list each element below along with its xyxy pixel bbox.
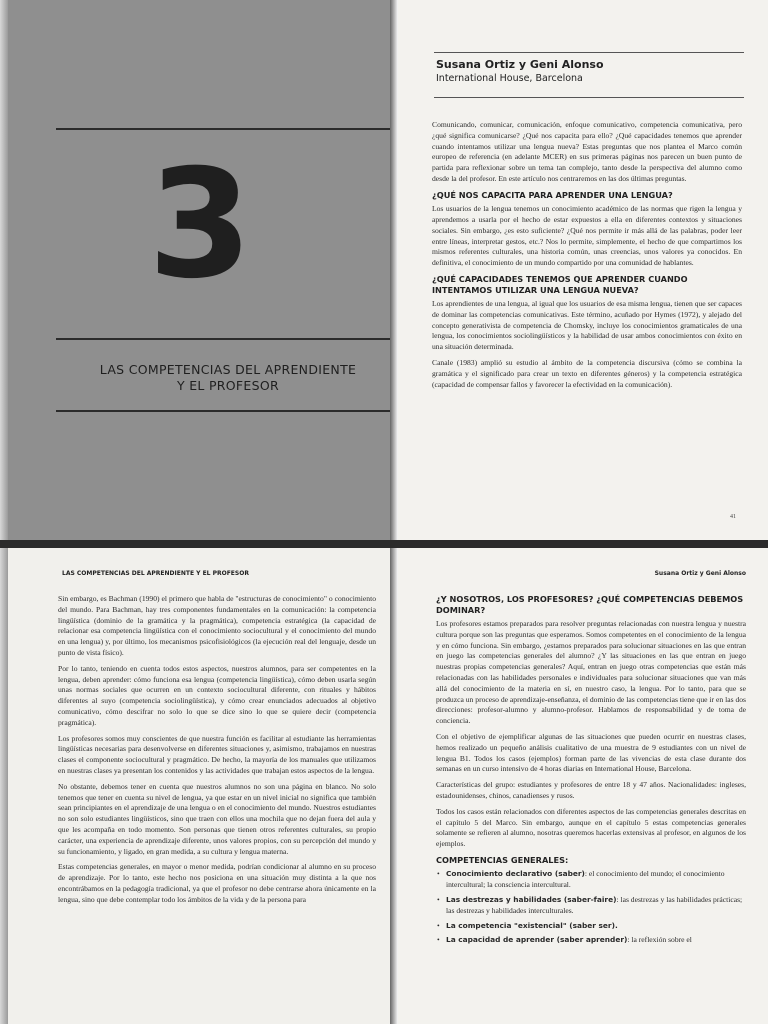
scan-separator <box>0 540 768 548</box>
chapter-title-line2: Y EL PROFESOR <box>177 378 279 393</box>
left-page-column <box>58 594 376 911</box>
book-spine-left <box>0 0 8 1024</box>
left-paragraph-4: No obstante, debemos tener en cuenta que nuestros alumnos no son una página en blanco. No solo tenemos que tener en cuenta su nivel de lengua, ya que estar en un nivel inicial no significa que también sean principiantes en el aprendizaje de una lengua o en el conocimiento del mundo. Nuestros estudiantes no son solo estudiantes lingüísticos, sino que traen con ellos una mochila que no dejan fuera del aula y que les acompaña en todo momento. Son personas que tienen otros referentes culturales, su propio carácter, una experiencia de aprendizaje diferente, unos valores propios, con su percepción del mundo y su funcionamiento, y ligado, en gran medida, a su cultura y lengua materna. <box>58 781 376 856</box>
chapter-number: 3 <box>148 138 253 312</box>
list-item: • Las destrezas y habilidades (saber-faire): las destrezas y las habilidades prácticas; las destrezas y habilidades interculturales. <box>446 895 746 917</box>
section2-paragraph1: Los aprendientes de una lengua, al igual que los usuarios de esa misma lengua, tienen que ser capaces de dominar las competencias comunicativas. Este término, acuñado por Hymes (1972), y alejado del concepto generativista de competencia de Chomsky, incluye los conocimientos gramaticales de una lengua, los conocimientos sociolingüísticos y la habilidad de usar ambos conocimientos con éxito en una situación determinada. <box>432 299 742 352</box>
page-number: 41 <box>730 514 736 520</box>
chapter-opener-page <box>8 0 394 540</box>
author-names: Susana Ortiz y Geni Alonso <box>436 58 604 71</box>
competences-list <box>436 869 746 946</box>
list-item: • La capacidad de aprender (saber aprender): la reflexión sobre el <box>446 935 746 946</box>
article-right-page <box>394 548 768 1024</box>
intro-paragraph: Comunicando, comunicar, comunicación, enfoque comunicativo, competencia comunicativa, pero ¿qué significa comunicarse? ¿Qué nos capacita para ello? ¿Qué capacidades tenemos que aprender cuando intentamos utilizar una lengua nueva? Estas preguntas que nos plantea el Marco común europeo de referencia (en adelante MCER) en sus primeras páginas nos parecen un buen punto de partida para reflexionar sobre un tema tan complejo, tanto desde la perspectiva del alumno como desde la del profesor. En este artículo nos centraremos en las dos últimas preguntas. <box>432 120 742 183</box>
article-body-column <box>432 120 742 395</box>
left-paragraph-5: Estas competencias generales, en mayor o menor medida, podrían condicionar al alumno en su proceso de aprendizaje. Por lo tanto, este hecho nos posiciona en una situación muy distinta a la que nos encontrábamos en la pedagogía tradicional, ya que el profesor no debe centrarse ahora únicamente en la lengua, sino que debe contemplar todo los ámbitos de la vida y de la persona para <box>58 862 376 904</box>
section-heading-2: ¿QUÉ CAPACIDADES TENEMOS QUE APRENDER CUANDO INTENTAMOS UTILIZAR UNA LENGUA NUEVA? <box>432 274 688 295</box>
author-affiliation: International House, Barcelona <box>436 73 583 84</box>
right-paragraph-1: Los profesores estamos preparados para resolver preguntas relacionadas con nuestra lengua y nuestra cultura porque son las preguntas que esperamos. Somos competentes en el conocimiento de la lengua y en cómo funciona. Sin embargo, ¿estamos preparados para solucionar situaciones en las que entran en juego las competencias generales del alumno? ¿Y las situaciones en las que entran en juego nuestras propias competencias generales? Aquí, entran en juego otras competencias que están más relacionadas con las habilidades personales e individuales para solucionar situaciones que van más allá del conocimiento de la materia en sí, en nuestro caso, la lengua. Por lo tanto, para que se produzca un proceso de aprendizaje-enseñanza, el dominio de las competencias tiene que ir en las dos direcciones: profesor-alumno y alumno-profesor. Hablamos de responsabilidad y de toma de conciencia. <box>436 619 746 726</box>
right-paragraph-4: Todos los casos están relacionados con diferentes aspectos de las competencias generales descritas en el capítulo 5 del Marco. Sin embargo, aunque en el capítulo 5 estas competencias generales solamente se refieren al alumno, nosotras queremos hacerlas extensivas al profesor, en algunos de los ejemplos. <box>436 806 746 849</box>
running-head-left: LAS COMPETENCIAS DEL APRENDIENTE Y EL PROFESOR <box>62 570 249 577</box>
bottom-rule <box>56 410 394 412</box>
chapter-title-line1: LAS COMPETENCIAS DEL APRENDIENTE <box>99 362 357 377</box>
left-paragraph-3: Los profesores somos muy conscientes de que nuestra función es facilitar al estudiante las herramientas lingüísticas necesarias para desenvolverse en diferentes situaciones y, asimismo, trabajamos en nuestras clases el componente sociocultural y pragmático. De hecho, la mayoría de los manuales que utilizamos en nuestras clases ya presentan los contenidos y las actividades que trabajan estos aspectos de la lengua. <box>58 733 376 775</box>
section2-paragraph2: Canale (1983) amplió su estudio al ámbito de la competencia discursiva (cómo se combina la gramática y el significado para crear un texto en diferentes géneros) y la competencia estratégica (capacidad de compensar fallos y favorecer la efectividad en la comunicación). <box>432 358 742 389</box>
middle-rule <box>56 338 394 340</box>
author-bottom-rule <box>434 97 744 98</box>
article-first-page <box>394 0 768 540</box>
running-head-right: Susana Ortiz y Geni Alonso <box>654 570 746 577</box>
right-paragraph-3: Características del grupo: estudiantes y profesores de entre 18 y 47 años. Nacionalidades: ingleses, estadounidenses, chinos, canadienses y rusos. <box>436 780 746 800</box>
section1-paragraph: Los usuarios de la lengua tenemos un conocimiento académico de las normas que rigen la lengua y aprendemos a usarla por el hecho de estar expuestos a ella en diferentes contextos y situaciones sociales. Sin embargo, ¿es esto suficiente? ¿Qué nos permite ir más allá de las palabras, poder leer entre líneas, interpretar gestos, etc.? Nos lo permite, simplemente, el hecho de que compartimos los mismos referentes culturales, una historia común, unas creencias, unos valores ya conocidos. En definitiva, el conocimiento de un mundo compartido por una comunidad de hablantes. <box>432 204 742 268</box>
top-rule <box>56 128 394 130</box>
author-top-rule <box>434 52 744 53</box>
section-heading-1: ¿QUÉ NOS CAPACITA PARA APRENDER UNA LENGUA? <box>432 189 673 200</box>
teachers-heading: ¿Y NOSOTROS, LOS PROFESORES? ¿QUÉ COMPETENCIAS DEBEMOS DOMINAR? <box>436 594 744 615</box>
list-item: • La competencia "existencial" (saber ser). <box>446 921 746 932</box>
book-gutter <box>390 0 398 1024</box>
right-paragraph-2: Con el objetivo de ejemplificar algunas de las situaciones que pueden ocurrir en nuestras clases, hemos realizado un pequeño análisis cualitativo de una muestra de 9 estudiantes con un nivel de lengua B1. Todos los casos (ejemplos) forman parte de las vivencias de esta clase durante dos semanas en un curso intensivo de 4 horas diarias en International House, Barcelona. <box>436 731 746 774</box>
right-page-column <box>436 590 746 950</box>
left-paragraph-2: Por lo tanto, teniendo en cuenta todos estos aspectos, nuestros alumnos, para ser competentes en la lengua, deben aprender: cómo funciona esa lengua (competencia lingüística), cómo deben usarla según unas normas sociales que ocurren en un contexto sociocultural diferente, con rituales y hábitos diferentes al suyo (competencia sociolingüística), y cómo crear enunciados adecuados al objetivo comunicativo, cómo descifrar no solo lo que se dice sino lo que se quiere decir (competencia pragmática). <box>58 663 376 727</box>
left-paragraph-1: Sin embargo, es Bachman (1990) el primero que habla de "estructuras de conocimiento" o conocimiento del mundo. Para Bachman, hay tres componentes fundamentales en la comunicación: la competencia lingüística (dominio de la gramática y la pragmática), competencia estratégica (la capacidad de relacionar esa competencia lingüística con el conocimiento sociocultural y el conocimiento del mundo en una lengua) y, por último, los mecanismos psicofisiológicos (la ejecución real del lenguaje, desde un punto de vista físico). <box>58 594 376 657</box>
list-item: • Conocimiento declarativo (saber): el conocimiento del mundo; el conocimiento intercultural; la consciencia intercultural. <box>446 869 746 891</box>
chapter-title <box>68 362 388 394</box>
general-competences-heading: COMPETENCIAS GENERALES: <box>436 854 569 865</box>
article-left-page <box>8 548 394 1024</box>
